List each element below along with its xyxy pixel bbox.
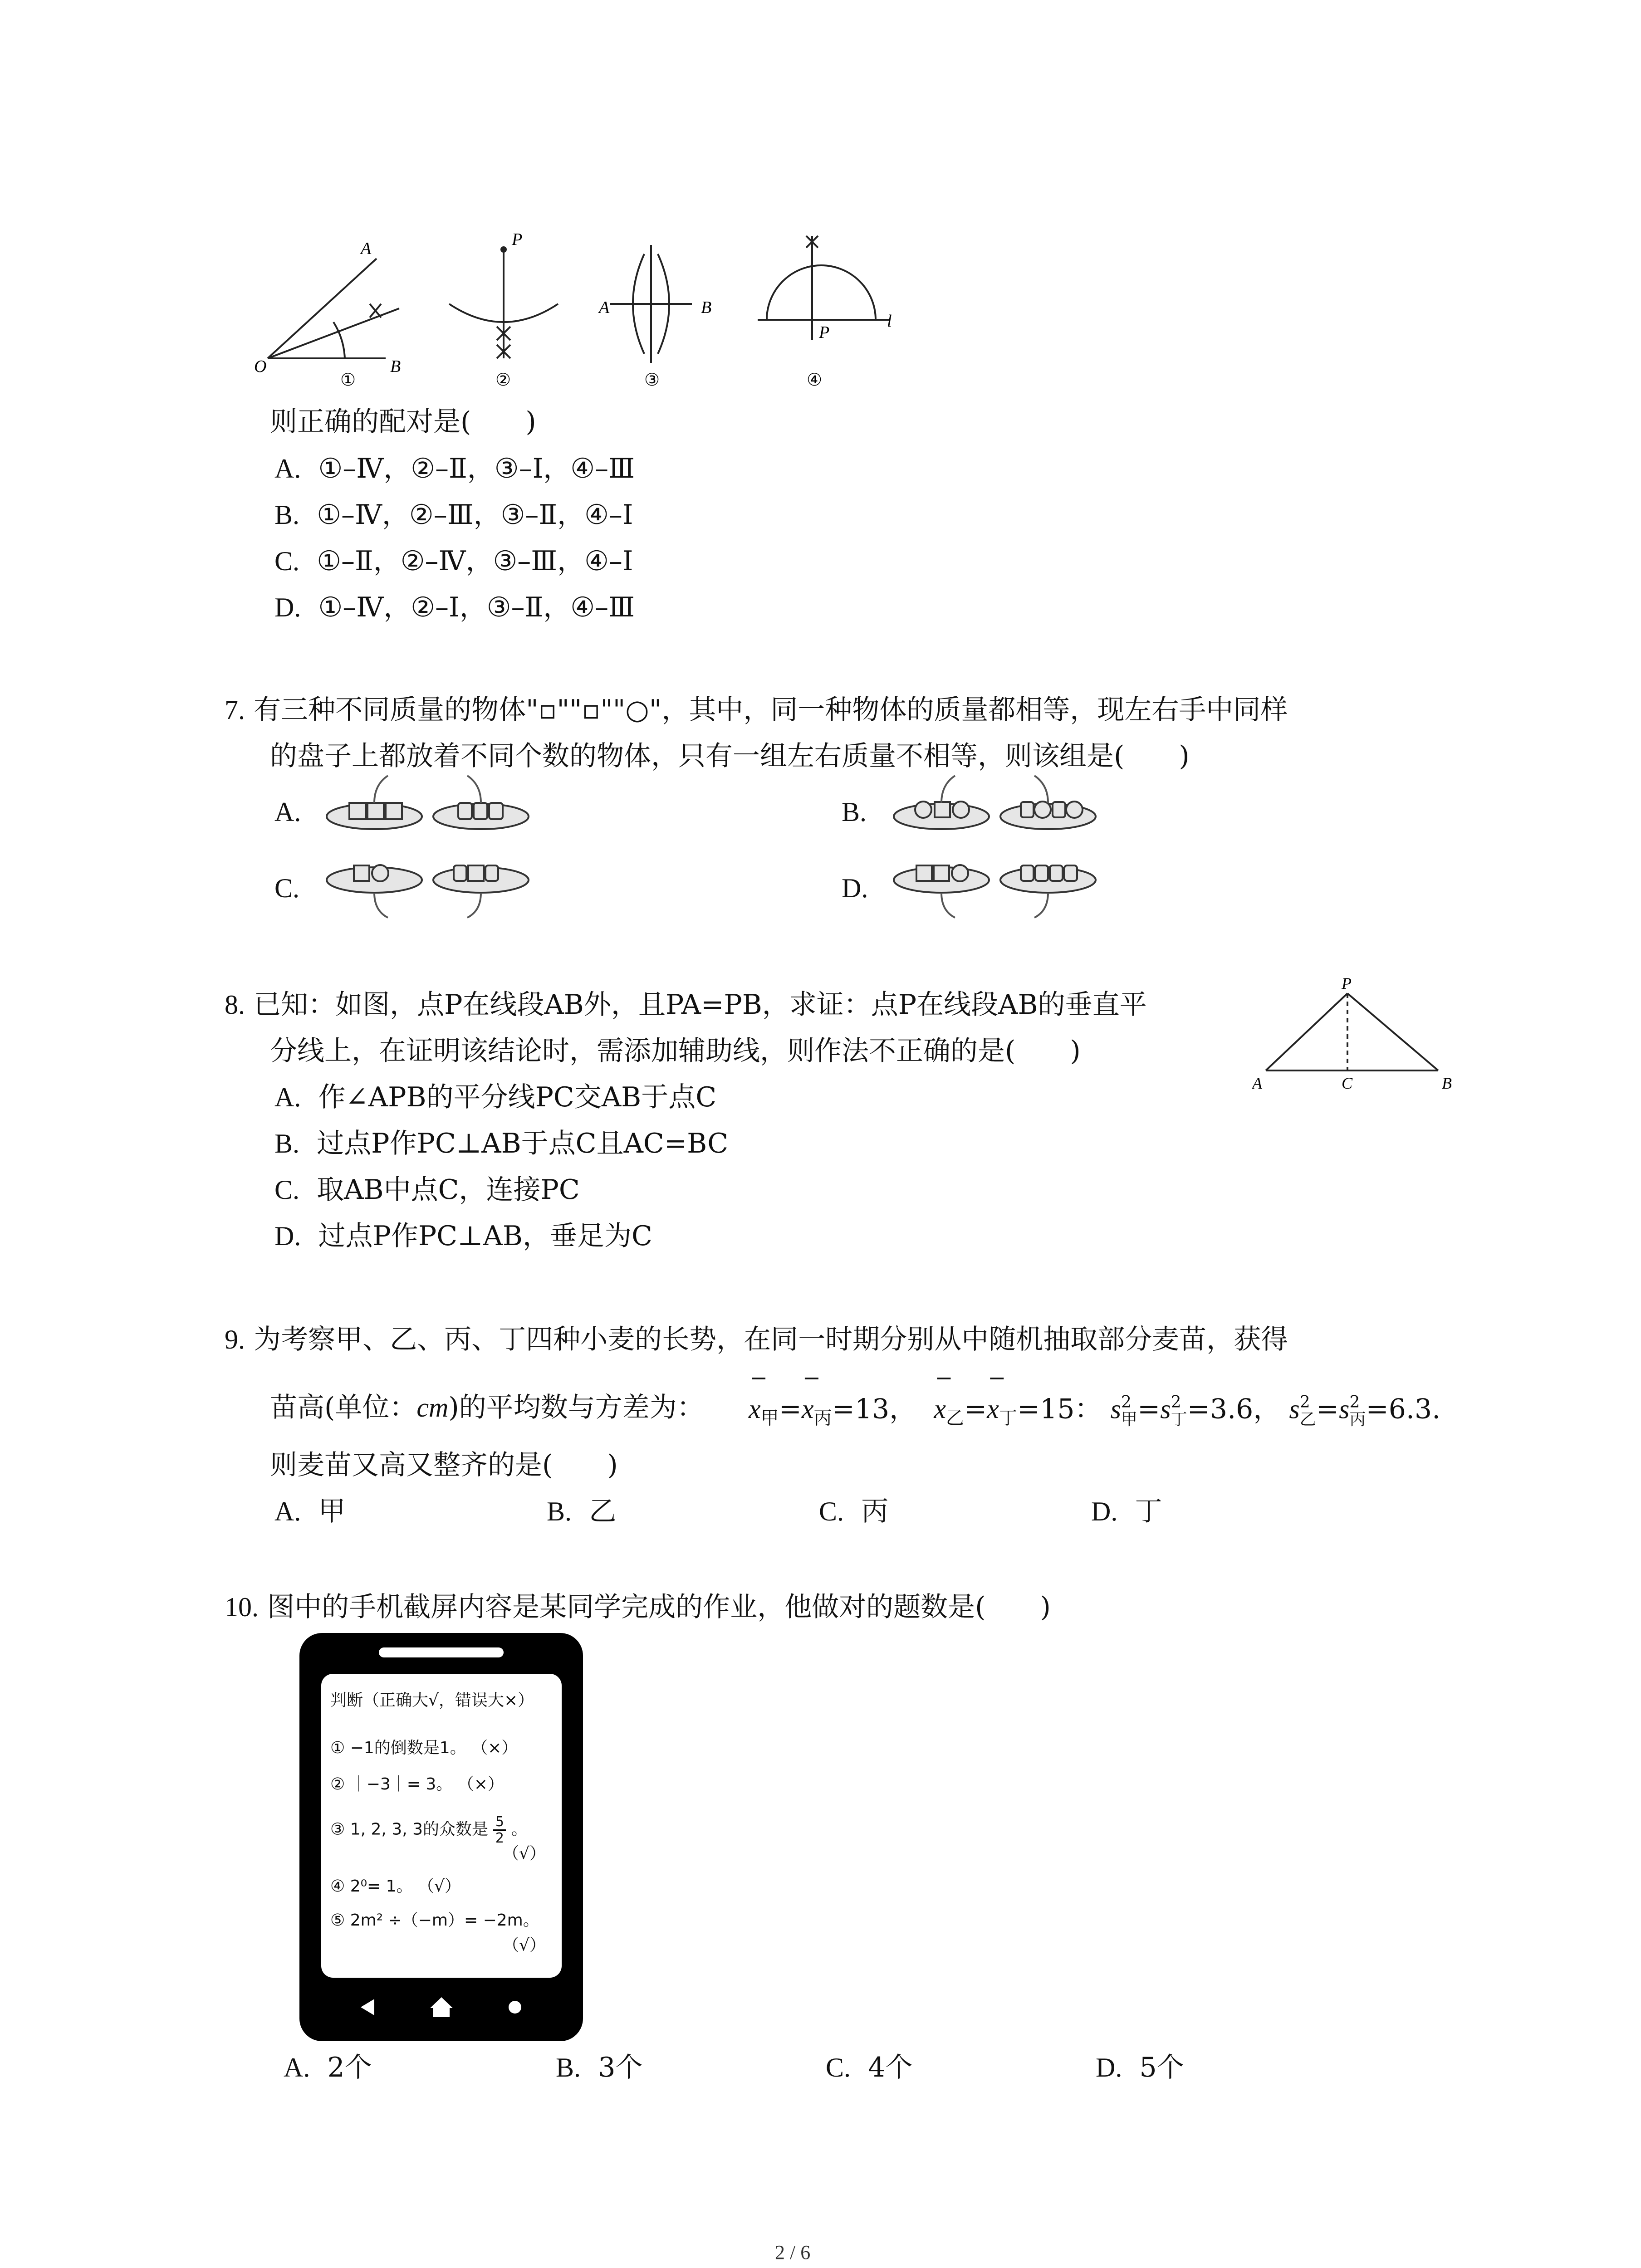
q9-unit: cm — [416, 1393, 449, 1422]
fig1-label-o: O — [254, 357, 267, 376]
q8-option-c-text: 取AB中点C，连接PC — [317, 1174, 580, 1206]
q8-fig-label-c: C — [1342, 1074, 1353, 1092]
q6-option-b — [274, 499, 633, 531]
q6-option-a-text: ①–Ⅳ，②–Ⅱ，③–Ⅰ，④–Ⅲ — [318, 453, 635, 484]
q10-option-c-label: C. — [826, 2053, 851, 2082]
q9-option-d-text: 丁 — [1135, 1496, 1162, 1527]
q10-option-d — [1096, 2054, 1184, 2081]
q9-eq-4: = — [1316, 1393, 1339, 1425]
fig2-label-p: P — [512, 230, 523, 249]
q8-line-1 — [225, 989, 1147, 1021]
q9-mean-1: =13， — [832, 1393, 917, 1425]
q7-number: 7. — [225, 695, 245, 725]
q8-option-d-text: 过点P作PC⊥AB，垂足为C — [318, 1220, 652, 1252]
q8-option-b-text: 过点P作PC⊥AB于点C且AC=BC — [317, 1128, 729, 1159]
q7-line-2: 的盘子上都放着不同个数的物体，只有一组左右质量不相等，则该组是( ) — [270, 740, 1190, 772]
q7-text-1: 有三种不同质量的物体"▫""▫""○"，其中，同一种物体的质量都相等，现左右手中同样 — [254, 694, 1288, 726]
q9-option-a-label: A. — [274, 1496, 301, 1526]
q9-eq-1: = — [779, 1393, 802, 1425]
q8-option-b — [274, 1130, 728, 1157]
q9-sub-jia: 甲 — [760, 1408, 779, 1429]
q9-text-1: 为考察甲、乙、丙、丁四种小麦的长势，在同一时期分别从中随机抽取部分麦苗，获得 — [254, 1324, 1288, 1355]
q8-number: 8. — [225, 990, 245, 1020]
q9-s-3: s — [1289, 1394, 1300, 1424]
q9-s-sub-jia: 甲 — [1121, 1410, 1137, 1429]
q9-s-2: s — [1160, 1394, 1171, 1424]
q10-option-c — [826, 2054, 912, 2081]
phone-screen — [321, 1674, 562, 1978]
q7-line-1 — [225, 694, 1288, 726]
home-icon — [428, 1994, 455, 2021]
q8-option-d-label: D. — [274, 1221, 301, 1251]
fig2-point-p — [500, 246, 507, 253]
q9-s-sub-yi: 乙 — [1299, 1410, 1316, 1429]
q7-option-d-label: D. — [842, 873, 868, 903]
q10-option-b-label: B. — [556, 2053, 581, 2082]
q7-option-a-image — [322, 771, 540, 839]
q7-option-b-label: B. — [842, 797, 867, 827]
q9-s-sub-bing: 丙 — [1349, 1410, 1366, 1429]
q9-option-c-label: C. — [819, 1496, 844, 1526]
q9-option-a — [274, 1498, 346, 1525]
q9-xbar-1: x — [749, 1394, 761, 1424]
recent-apps-icon — [501, 1994, 529, 2021]
q9-sub-yi: 乙 — [945, 1408, 964, 1429]
fig4-label-l: l — [887, 312, 892, 331]
q8-option-d — [274, 1222, 652, 1250]
phone-item-4: ④ 2⁰= 1。 （√） — [330, 1877, 461, 1896]
figure-3-perpendicular-bisector — [610, 245, 692, 363]
q6-option-b-text: ①–Ⅳ，②–Ⅲ，③–Ⅱ，④–Ⅰ — [317, 499, 633, 531]
q7-option-c-image — [322, 853, 540, 921]
q8-triangle-figure — [1252, 975, 1461, 1093]
phone-item-2: ② ｜−3｜= 3。 （×） — [330, 1775, 504, 1794]
fig2-number: ② — [495, 371, 511, 390]
phone-item-3-mark: （√） — [503, 1844, 546, 1863]
q9-line-3: 则麦苗又高又整齐的是( ) — [270, 1449, 618, 1481]
phone-speaker — [379, 1647, 504, 1657]
q6-option-a — [274, 455, 635, 482]
q6-option-a-label: A. — [274, 454, 301, 484]
phone-frac-den: 2 — [495, 1830, 504, 1846]
phone-heading: 判断（正确大√，错误大×） — [330, 1691, 534, 1710]
q9-option-a-text: 甲 — [318, 1496, 346, 1527]
fig3-label-b: B — [701, 298, 712, 317]
q6-option-d-text: ①–Ⅳ，②–Ⅰ，③–Ⅱ，④–Ⅲ — [318, 591, 635, 623]
q7-option-b-image — [889, 771, 1107, 839]
q9-xbar-4: x — [987, 1394, 999, 1424]
q9-means-and-variances: − $x_甲=$ − $x_丙=13$， − $x_乙=$ − $x_丁=15$： s 2 甲 =s 2 丁 =3.6， s 2 乙 =s 2 丙 =6.3. — [749, 1365, 1441, 1429]
fig3-number: ③ — [644, 371, 660, 390]
figure-2-perpendicular — [449, 249, 558, 358]
q10-option-a — [284, 2054, 372, 2081]
q9-text-2-post: )的平均数与方差为： — [448, 1392, 704, 1423]
q9-s-4: s — [1339, 1394, 1350, 1424]
phone-item-3-tail: 。 — [511, 1820, 528, 1839]
q8-text-1: 已知：如图，点P在线段AB外，且PA=PB，求证：点P在线段AB的垂直平 — [254, 989, 1147, 1021]
q10-option-b-text: 3个 — [598, 2052, 643, 2083]
q6-option-c-label: C. — [274, 546, 300, 576]
fig3-label-a: A — [599, 298, 610, 317]
q8-option-b-label: B. — [274, 1129, 300, 1158]
q9-sq-1: 2 — [1121, 1393, 1132, 1412]
q8-option-a-label: A. — [274, 1082, 301, 1112]
q6-prompt: 则正确的配对是( ) — [270, 406, 536, 438]
q10-phone — [299, 1633, 583, 2041]
q9-option-d — [1091, 1498, 1162, 1525]
q9-eq-2: = — [964, 1393, 987, 1425]
phone-frac-num: 5 — [495, 1814, 504, 1830]
phone-item-3-text: ③ 1, 2, 3, 3的众数是 — [330, 1820, 488, 1839]
q9-option-b-text: 乙 — [589, 1496, 617, 1527]
phone-item-5-mark: （√） — [503, 1936, 546, 1955]
q6-option-b-label: B. — [274, 500, 300, 530]
q9-sq-4: 2 — [1349, 1393, 1360, 1412]
q10-option-a-label: A. — [284, 2053, 310, 2082]
q9-xbar-3: x — [934, 1394, 946, 1424]
q10-text: 图中的手机截屏内容是某同学完成的作业，他做对的题数是( ) — [267, 1591, 1051, 1623]
construction-figures — [254, 222, 935, 404]
q10-option-b — [556, 2054, 642, 2081]
q6-option-c-text: ①–Ⅱ，②–Ⅳ，③–Ⅲ，④–Ⅰ — [317, 545, 633, 577]
q9-sub-ding: 丁 — [999, 1408, 1017, 1429]
q8-option-a-text: 作∠APB的平分线PC交AB于点C — [318, 1081, 717, 1113]
q10-option-a-text: 2个 — [327, 2052, 372, 2083]
q9-line-1 — [225, 1326, 1288, 1353]
q8-option-a — [274, 1081, 717, 1113]
q8-fig-label-p: P — [1342, 975, 1352, 992]
q8-fig-label-b: B — [1442, 1074, 1452, 1092]
figure-1-angle-bisector — [268, 259, 399, 358]
q7-option-a-label: A. — [274, 797, 301, 827]
q10-option-c-text: 4个 — [868, 2052, 913, 2083]
fig1-label-b: B — [390, 357, 401, 376]
fig4-number: ④ — [807, 371, 823, 390]
q9-option-d-label: D. — [1091, 1496, 1118, 1526]
q9-sub-bing: 丙 — [813, 1408, 832, 1429]
phone-item-5: ⑤ 2m² ÷（−m）= −2m。 — [330, 1911, 539, 1930]
q9-option-c-text: 丙 — [861, 1496, 889, 1527]
q9-var-1: =3.6， — [1187, 1393, 1281, 1425]
q9-var-2: =6.3. — [1366, 1393, 1441, 1425]
q7-option-c-label: C. — [274, 873, 300, 903]
q10-option-d-label: D. — [1096, 2053, 1122, 2082]
q6-option-c — [274, 547, 633, 575]
q9-sq-3: 2 — [1299, 1393, 1310, 1412]
q8-option-c-label: C. — [274, 1175, 300, 1205]
fig4-label-p: P — [819, 323, 830, 342]
fig1-label-a: A — [361, 239, 372, 258]
q9-sq-2: 2 — [1171, 1393, 1181, 1412]
q9-line-2 — [270, 1394, 704, 1421]
phone-item-1: ① −1的倒数是1。 （×） — [330, 1739, 518, 1757]
q10-number: 10. — [225, 1592, 259, 1622]
q8-line-2: 分线上，在证明该结论时，需添加辅助线，则作法不正确的是( ) — [270, 1035, 1081, 1067]
q10-option-d-text: 5个 — [1139, 2052, 1184, 2083]
q9-text-2-pre: 苗高(单位： — [270, 1392, 417, 1423]
q9-eq-3: = — [1137, 1393, 1161, 1425]
q9-xbar-2: x — [801, 1394, 814, 1424]
q9-option-b-label: B. — [547, 1496, 572, 1526]
q9-s-sub-ding: 丁 — [1171, 1410, 1187, 1429]
q8-fig-label-a: A — [1252, 1074, 1262, 1092]
q9-option-b — [547, 1498, 616, 1525]
fig1-number: ① — [340, 371, 356, 390]
q6-option-d-label: D. — [274, 592, 301, 622]
q9-number: 9. — [225, 1325, 245, 1354]
q9-option-c — [819, 1498, 888, 1525]
q6-option-d — [274, 591, 635, 623]
q9-s-1: s — [1110, 1394, 1121, 1424]
q7-option-d-image — [889, 853, 1107, 921]
back-icon — [354, 1994, 381, 2021]
q10-line-1 — [225, 1593, 1051, 1621]
q8-option-c — [274, 1174, 580, 1206]
q9-mean-2: =15： — [1017, 1393, 1102, 1425]
page-number: 2 / 6 — [775, 2241, 811, 2263]
phone-item-3 — [330, 1814, 528, 1846]
